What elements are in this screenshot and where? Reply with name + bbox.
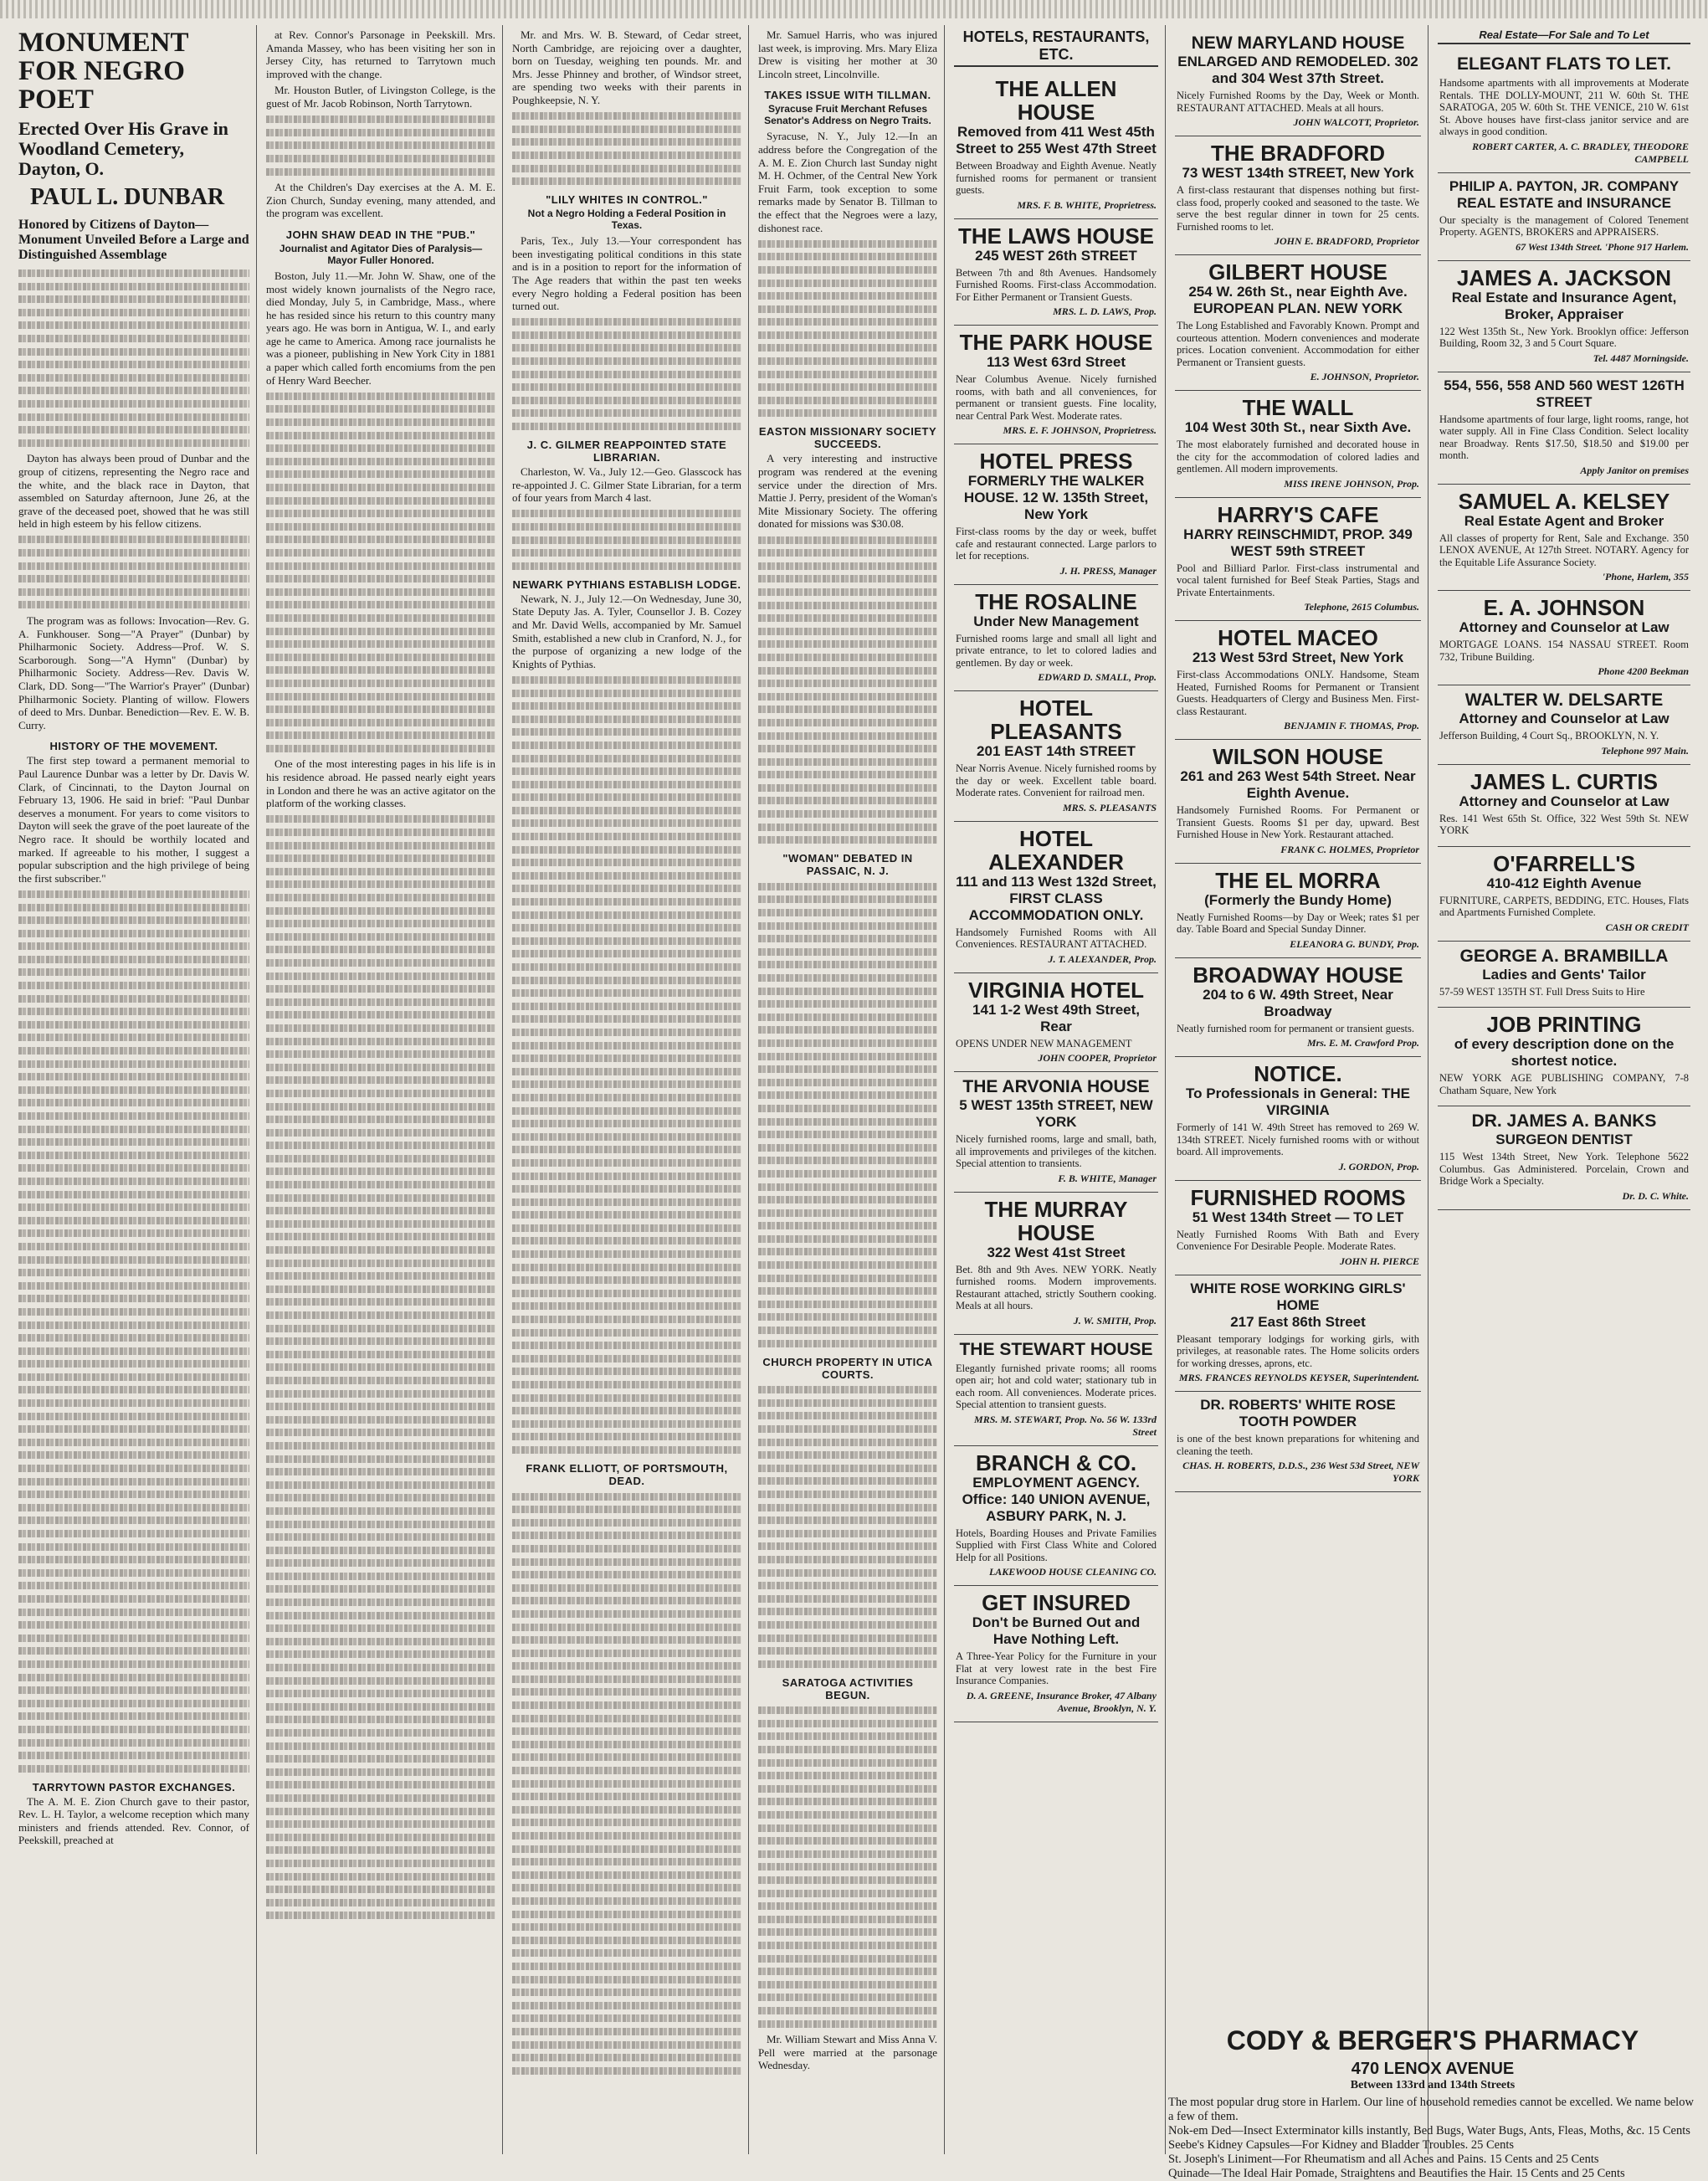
article-paragraph: Newark, N. J., July 12.—On Wednesday, June 30, State Deputy Jas. A. Tyler, Counsellor J. B. Cozey and Mr. David Wells, accompanied by Mr. Samuel Smith, established a new club in Cranford, N. J., for the purpose of organizing a new lodge of the Knights of Pythias. [512, 592, 741, 670]
ad-name: THE ARVONIA HOUSE [962, 1077, 1150, 1096]
ad-proprietor: Telephone, 2615 Columbus. [1304, 601, 1419, 613]
ad-address: 213 West 53rd Street, New York [1192, 649, 1404, 665]
ad-box [1175, 1275, 1421, 1393]
pharmacy-item: Seebe's Kidney Capsules—For Kidney and Bladder Troubles. 25 Cents [1168, 2138, 1515, 2152]
column-rule [256, 25, 257, 2154]
ad-text: OPENS UNDER NEW MANAGEMENT [956, 1037, 1132, 1049]
article-deck: Honored by Citizens of Dayton—Monument Unveiled Before a Large and Distinguished Assemblage [18, 218, 249, 262]
ad-name: GILBERT HOUSE [1208, 259, 1387, 285]
ad-address: of every description done on the shortest notice. [1454, 1036, 1675, 1069]
article-paragraph: Mr. Houston Butler, of Livingston College, is the guest of Mr. Jacob Robinson, North Tarrytown. [266, 84, 495, 110]
ad-text: Neatly furnished room for permanent or transient guests. [1177, 1022, 1414, 1034]
ad-proprietor: ROBERT CARTER, A. C. BRADLEY, THEODORE CAMPBELL [1472, 140, 1689, 165]
article-paragraph: Paris, Tex., July 13.—Your correspondent has been investigating political conditions in this state and is in a position to report for the information of The Age readers that within the past ten weeks every Negro holding a Federal position has been turned out. [512, 234, 741, 313]
ad-proprietor: CASH OR CREDIT [1605, 921, 1689, 933]
illegible-text [758, 240, 937, 418]
ad-proprietor: Telephone 997 Main. [1601, 744, 1689, 757]
ad-text: Jefferson Building, 4 Court Sq., BROOKLYN, N. Y. [1439, 730, 1659, 742]
article-headline: CHURCH PROPERTY IN UTICA COURTS. [762, 1355, 933, 1381]
ad-text: Handsomely Furnished Rooms with All Conveniences. RESTAURANT ATTACHED. [956, 926, 1157, 950]
ad-box [1175, 864, 1421, 958]
ad-box [1175, 1181, 1421, 1275]
ad-text: Furnished rooms large and small all light and private entrance, to let to colored ladies and gentlemen. By day or week. [956, 632, 1157, 669]
ad-address: 410-412 Eighth Avenue [1486, 875, 1642, 891]
ad-name: WHITE ROSE WORKING GIRLS' HOME [1190, 1280, 1406, 1313]
ad-text: Neatly Furnished Rooms—by Day or Week; rates $1 per day. Table Board and Special Sunday Dinner. [1177, 911, 1419, 935]
ad-proprietor: MRS. FRANCES REYNOLDS KEYSER, Superintendent. [1178, 1372, 1419, 1383]
ad-address: 201 EAST 14th STREET [977, 743, 1136, 759]
ad-proprietor: LAKEWOOD HOUSE CLEANING CO. [988, 1566, 1157, 1578]
ad-box [1175, 1057, 1421, 1181]
illegible-text [512, 1493, 741, 2075]
article-deck: Not a Negro Holding a Federal Position in Texas. [527, 208, 726, 232]
pharmacy-address: 470 LENOX AVENUE [1351, 2060, 1515, 2078]
ad-proprietor: J. H. PRESS, Manager [1059, 564, 1157, 577]
hotel-ads-list [1175, 28, 1421, 1492]
illegible-text [18, 269, 249, 447]
ad-box [1438, 685, 1690, 765]
ad-text: Near Columbus Avenue. Nicely furnished rooms, with bath and all conveniences, for permanent or transient guests. Fine locality, near Central Park West. Moderate rates. [956, 373, 1157, 422]
article-headline: FRANK ELLIOTT, OF PORTSMOUTH, DEAD. [526, 1461, 728, 1487]
ad-text: NEW YORK AGE PUBLISHING COMPANY, 7-8 Chatham Square, New York [1439, 1072, 1689, 1096]
ad-text: Handsome apartments of four large, light rooms, range, hot water supply. All in Fine Class Condition. Select locality near Broadway. Rents $17.50, $18.50 and $19.00 per month. [1439, 413, 1689, 461]
article-headline: SARATOGA ACTIVITIES BEGUN. [782, 1676, 914, 1701]
article-paragraph: Mr. William Stewart and Miss Anna V. Pell were married at the parsonage Wednesday. [758, 2033, 937, 2072]
ad-box [1175, 136, 1421, 255]
pharmacy-name: CODY & BERGER'S PHARMACY [1226, 2025, 1639, 2055]
ad-box [954, 822, 1158, 973]
column-rule [502, 25, 503, 2154]
pharmacy-item: Nok-em Ded—Insect Exterminator kills instantly, Bed Bugs, Water Bugs, Ants, Fleas, Moths, &c. 15 Cents [1168, 2124, 1690, 2137]
ad-box [1175, 498, 1421, 622]
ad-name: WILSON HOUSE [1213, 744, 1383, 769]
ad-name: PHILIP A. PAYTON, JR. COMPANY [1449, 177, 1680, 194]
ad-text: 57-59 WEST 135TH ST. Full Dress Suits to Hire [1439, 985, 1645, 998]
ad-text: FURNITURE, CARPETS, BEDDING, ETC. Houses, Flats and Apartments Furnished Complete. [1439, 894, 1689, 918]
column-6-ads [1168, 28, 1428, 2012]
pharmacy-item: Quinade—The Ideal Hair Pomade, Straightens and Beautifies the Hair. 15 Cents and 25 Cents [1168, 2167, 1625, 2180]
ad-proprietor: Phone 4200 Beekman [1598, 665, 1689, 677]
ad-address: Don't be Burned Out and Have Nothing Left. [972, 1614, 1141, 1647]
ad-name: HOTEL PLEASANTS [990, 695, 1122, 744]
article-headline: TARRYTOWN PASTOR EXCHANGES. [32, 1780, 236, 1794]
pharmacy-ad [1168, 2025, 1697, 2181]
ad-text: Nicely furnished rooms, large and small, bath, all improvements and privileges of the kitchen. Special attention to transients. [956, 1133, 1157, 1169]
article-paragraph: One of the most interesting pages in his life is in his residence abroad. He passed nearly eight years in London and there he was an active agitator on the platform of the working classes. [266, 757, 495, 810]
ad-name: HOTEL MACEO [1218, 625, 1378, 650]
ad-proprietor: E. JOHNSON, Proprietor. [1310, 371, 1419, 382]
ad-text: Nicely Furnished Rooms by the Day, Week or Month. RESTAURANT ATTACHED. Meals at all hours. [1177, 90, 1419, 114]
ad-box [954, 1193, 1158, 1335]
ad-name: DR. JAMES A. BANKS [1471, 1111, 1657, 1131]
article-headline: EASTON MISSIONARY SOCIETY SUCCEEDS. [758, 425, 937, 451]
ad-text: Handsomely Furnished Rooms. For Permanent or Transient Guests. Rooms $1 per day, upward. Best Furnished House in New York. Restaurant attached. [1177, 804, 1419, 840]
ad-name: FURNISHED ROOMS [1190, 1184, 1406, 1210]
ad-text: Near Norris Avenue. Nicely furnished rooms by the day or week. Excellent table board. Moderate rates. Convenient for railroad men. [956, 762, 1157, 798]
illegible-text [266, 393, 495, 752]
ad-box [1175, 621, 1421, 740]
ad-address: SURGEON DENTIST [1495, 1132, 1633, 1147]
ad-name: VIRGINIA HOTEL [968, 977, 1144, 1003]
ad-text: Hotels, Boarding Houses and Private Families Supplied with First Class White and Colored Help for all Positions. [956, 1527, 1157, 1563]
article-deck: Journalist and Agitator Dies of Paralysis—Mayor Fuller Honored. [279, 242, 483, 266]
ad-proprietor: J. GORDON, Prop. [1338, 1160, 1419, 1173]
column-5-hotels [947, 28, 1165, 2159]
hotel-ads-list [954, 72, 1158, 1722]
ad-proprietor: MISS IRENE JOHNSON, Prop. [1284, 477, 1419, 490]
article-paragraph: Dayton has always been proud of Dunbar and the group of citizens, representing the Negro race and the white, and the black race in Dayton, that assembled on Saturday afternoon, June 26, at the grave of the deceased poet, showed that he was still held in high esteem by his fellow citizens. [18, 452, 249, 531]
ad-proprietor: 67 West 134th Street. 'Phone 917 Harlem. [1516, 240, 1689, 253]
ad-name: GET INSURED [982, 1590, 1131, 1615]
article-headline: HISTORY OF THE MOVEMENT. [49, 740, 218, 753]
ad-proprietor: JOHN H. PIERCE [1339, 1255, 1419, 1267]
illegible-text [512, 112, 741, 185]
ad-text: MORTGAGE LOANS. 154 NASSAU STREET. Room 732, Tribune Building. [1439, 639, 1689, 663]
ad-box [1438, 49, 1690, 173]
ad-proprietor: J. T. ALEXANDER, Prop. [1048, 952, 1157, 965]
main-subhead: Erected Over His Grave in Woodland Cemetery, Dayton, O. [18, 118, 228, 179]
main-headline: MONUMENT FOR NEGRO POET [18, 28, 188, 115]
ad-text: A Three-Year Policy for the Furniture in your Flat at very lowest rate in the best Fire Insurance Companies. [956, 1650, 1157, 1686]
ad-proprietor: MRS. L. D. LAWS, Prop. [1053, 305, 1157, 317]
ad-box [1175, 958, 1421, 1058]
ad-address: 73 WEST 134th STREET, New York [1182, 165, 1414, 181]
ad-name: JAMES L. CURTIS [1470, 768, 1658, 794]
column-7-real-estate [1431, 28, 1697, 2012]
ad-address: Attorney and Counselor at Law [1459, 711, 1670, 726]
ad-address: Under New Management [973, 613, 1139, 629]
ad-text: First-class rooms by the day or week, buffet cafe and restaurant connected. Large parlors to let for receptions. [956, 526, 1157, 562]
poet-name: PAUL L. DUNBAR [30, 184, 225, 210]
ad-name: BROADWAY HOUSE [1193, 962, 1403, 988]
page-top-edge [0, 0, 1708, 18]
ad-text: Between 7th and 8th Avenues. Handsomely Furnished Rooms. First-class Accommodation. For Either Permanent or Transient Guests. [956, 266, 1157, 303]
column-rule [748, 25, 749, 2154]
illegible-text [758, 1706, 937, 2027]
column-2 [259, 28, 502, 2159]
ad-name: THE ROSALINE [975, 588, 1137, 614]
ad-proprietor: Mrs. E. M. Crawford Prop. [1306, 1037, 1419, 1049]
article-paragraph: The program was as follows: Invocation—Rev. G. A. Funkhouser. Song—"A Prayer" (Dunbar) by Philharmonic Society. Address—Prof. W. S. Scarborough. Song—"A Hymn" (Dunbar) by Philharmonic Society. Address—Rev. Davis W. Clark, DD. Song—"The Warrior's Prayer" (Dunbar) Philharmonic Society. Planting of willow. Flowers of deed to Mrs. Dunbar. Benediction—Rev. E. W. B. Curry. [18, 614, 249, 731]
illegible-text [266, 115, 495, 175]
ad-address: 204 to 6 W. 49th Street, Near Broadway [1203, 986, 1393, 1019]
ad-box [1175, 391, 1421, 498]
ad-name: O'FARRELL'S [1493, 850, 1635, 876]
ad-text: is one of the best known preparations for whitening and cleaning the teeth. [1177, 1433, 1419, 1457]
article-paragraph: At the Children's Day exercises at the A. M. E. Zion Church, Sunday evening, many attended, and the program was excellent. [266, 181, 495, 220]
ad-box [954, 691, 1158, 822]
ad-text: 122 West 135th St., New York. Brooklyn office: Jefferson Building, Room 32, 3 and 5 Court Square. [1439, 325, 1689, 349]
illegible-text [18, 890, 249, 1773]
illegible-text [18, 536, 249, 608]
ad-box [954, 1072, 1158, 1193]
ad-box [1438, 485, 1690, 592]
ad-name: THE PARK HOUSE [959, 330, 1153, 355]
ad-name: BRANCH & CO. [975, 1450, 1137, 1475]
ad-proprietor: BENJAMIN F. THOMAS, Prop. [1284, 720, 1419, 731]
ad-box [954, 1446, 1158, 1587]
ad-name: ELEGANT FLATS TO LET. [1457, 54, 1671, 74]
ad-name: THE STEWART HOUSE [959, 1339, 1153, 1359]
ad-address: HARRY REINSCHMIDT, PROP. 349 WEST 59th STREET [1183, 526, 1413, 559]
ad-text: Bet. 8th and 9th Aves. NEW YORK. Neatly furnished rooms. Modern improvements. Restaurant attached, strictly Southern cooking. Meals at all hours. [956, 1263, 1157, 1311]
ad-proprietor: FRANK C. HOLMES, Proprietor [1280, 843, 1419, 855]
ad-name: HOTEL PRESS [979, 449, 1133, 474]
ad-text: A first-class restaurant that dispenses nothing but first-class food, properly cooked and seasoned to the taste. We serve the best regular dinner in town for 25 cents. Furnished rooms to let. [1177, 184, 1419, 233]
ad-address: 5 WEST 135th STREET, NEW YORK [959, 1097, 1153, 1130]
ad-box [1175, 1392, 1421, 1492]
ad-proprietor: F. B. WHITE, Manager [1058, 1172, 1157, 1184]
ad-box [954, 326, 1158, 444]
ad-name: THE EL MORRA [1215, 867, 1381, 893]
illegible-text [266, 815, 495, 1919]
ad-box [1438, 942, 1690, 1008]
ad-address: To Professionals in General: THE VIRGINIA [1186, 1085, 1410, 1118]
ad-name: DR. ROBERTS' WHITE ROSE TOOTH POWDER [1200, 1397, 1396, 1429]
ad-box [1438, 261, 1690, 372]
ad-address: 113 West 63rd Street [987, 354, 1126, 370]
ad-text: Between Broadway and Eighth Avenue. Neatly furnished rooms for permanent or transient guests. [956, 160, 1157, 196]
ad-proprietor: JOHN E. BRADFORD, Proprietor [1274, 235, 1419, 247]
article-headline: J. C. GILMER REAPPOINTED STATE LIBRARIAN. [526, 439, 727, 464]
ad-text: The most elaborately furnished and decorated house in the city for the accommodation of colored ladies and gentlemen. All modern improvements. [1177, 439, 1419, 475]
ad-name: JAMES A. JACKSON [1456, 264, 1672, 290]
ad-name: WALTER W. DELSARTE [1464, 690, 1664, 710]
ad-box [1438, 173, 1690, 261]
ad-proprietor: J. W. SMITH, Prop. [1073, 1314, 1157, 1327]
ad-address: REAL ESTATE and INSURANCE [1457, 194, 1671, 211]
illegible-text [758, 1386, 937, 1667]
ad-box [954, 585, 1158, 692]
article-paragraph: Syracuse, N. Y., July 12.—In an address before the Congregation of the A. M. E. Zion Church last Sunday night M. H. Ochmer, of the Central New York Fruit Farm, took exception to some remarks made by Senator B. Tillman to the effect that the Negroes were a lazy, dishonest race. [758, 130, 937, 234]
ad-address: 51 West 134th Street — TO LET [1192, 1209, 1404, 1225]
ad-box [1438, 591, 1690, 685]
ad-text: Elegantly furnished private rooms; all rooms open air; hot and cold water; stationary tub in each room. All conveniences. Moderate prices. Special attention to transient guests. [956, 1362, 1157, 1410]
article-paragraph: Mr. and Mrs. W. B. Steward, of Cedar street, North Cambridge, are rejoicing over a daughter, born on Tuesday, weighing ten pounds. Mr. and Mrs. Jesse Phinney and brother, of Windsor street, are spending two weeks with their parents in Poughkeepsie, N. Y. [512, 28, 741, 106]
ad-box [954, 444, 1158, 585]
ad-proprietor: D. A. GREENE, Insurance Broker, 47 Albany Avenue, Brooklyn, N. Y. [966, 1689, 1157, 1714]
column-rule [944, 25, 945, 2154]
ad-address: 322 West 41st Street [987, 1244, 1126, 1260]
ad-address: ENLARGED AND REMODELED. 302 and 304 West 37th Street. [1177, 54, 1418, 86]
ad-address: 217 East 86th Street [1230, 1313, 1366, 1330]
ad-name: HARRY'S CAFE [1217, 501, 1379, 527]
ad-proprietor: MRS. S. PLEASANTS [1062, 801, 1157, 813]
ad-address: (Formerly the Bundy Home) [1204, 891, 1392, 908]
ad-text: Our specialty is the management of Colored Tenement Property. AGENTS, BROKERS and APPRAISERS. [1439, 213, 1689, 238]
ad-text: Formerly of 141 W. 49th Street has removed to 269 W. 134th STREET. Nicely furnished rooms with or without board. All improvements. [1177, 1121, 1419, 1157]
pharmacy-intro: The most popular drug store in Harlem. Our line of household remedies cannot be excelled. We name below a few of them. [1168, 2096, 1694, 2123]
ad-text: All classes of property for Rent, Sale and Exchange. 350 LENOX AVENUE, At 127th Street. NOTARY. Agency for the Equitable Life Assurance Society. [1439, 531, 1689, 568]
real-estate-section-title: Real Estate—For Sale and To Let [1438, 28, 1690, 44]
ad-proprietor: MRS. F. B. WHITE, Proprietress. [1017, 198, 1157, 211]
ad-box [1438, 765, 1690, 847]
ad-address: Ladies and Gents' Tailor [1482, 966, 1646, 983]
article-headline: "LILY WHITES IN CONTROL." [546, 193, 708, 207]
ad-address: 141 1-2 West 49th Street, Rear [972, 1001, 1140, 1034]
ad-box [1438, 1106, 1690, 1210]
ad-box [954, 219, 1158, 326]
ad-name: NOTICE. [1254, 1061, 1342, 1086]
ad-text: Pleasant temporary lodgings for working girls, with privileges, at reasonable rates. The Home solicits orders for working dresses, aprons, etc. [1177, 1332, 1419, 1369]
ad-box [1438, 1008, 1690, 1106]
ad-box [1438, 372, 1690, 485]
illegible-text [758, 883, 937, 1347]
ad-box [1438, 847, 1690, 942]
ad-name: THE LAWS HOUSE [957, 223, 1154, 249]
ad-name: E. A. JOHNSON [1483, 595, 1645, 620]
article-paragraph: The first step toward a permanent memorial to Paul Laurence Dunbar was a letter by Dr. Davis W. Clark, of Cincinnati, to the Dayton Journal on February 13, 1906. He said in brief: "Paul Dunbar deserves a monument. For years to come visitors to Dayton will seek the grave of the poet laureate of the Negro race. It should be worthily located and marked. If agreeable to his mother, I suggest a popular subscription and the high privilege of being the first subscriber." [18, 754, 249, 885]
ad-box [1175, 740, 1421, 864]
ad-text: The Long Established and Favorably Known. Prompt and courteous attention. Modern conveniences and moderate prices. Location convenient. Accommodation for either Permanent or Transient guests. [1177, 320, 1419, 368]
ad-text: Handsome apartments with all improvements at Moderate Rentals. THE DOLLY-MOUNT, 211 W. 60th St. THE SARATOGA, 205 W. 60th St. THE VENICE, 210 W. 61st St. Above houses have first-class janitor service and are always in good condition. [1439, 77, 1689, 137]
column-3 [505, 28, 748, 2159]
ad-proprietor: Tel. 4487 Morningside. [1593, 352, 1689, 364]
illegible-text [512, 676, 741, 1454]
ad-name: THE WALL [1242, 395, 1354, 420]
ad-text: Res. 141 West 65th St. Office, 322 West 59th St. NEW YORK [1439, 812, 1689, 836]
ad-name: GEORGE A. BRAMBILLA [1459, 946, 1669, 966]
ad-address: 245 WEST 26th STREET [975, 247, 1137, 264]
ad-name: THE ALLEN HOUSE [995, 76, 1117, 125]
article-headline: NEWARK PYTHIANS ESTABLISH LODGE. [512, 577, 741, 591]
ad-proprietor: MRS. M. STEWART, Prop. No. 56 W. 133rd Street [974, 1413, 1157, 1438]
article-paragraph: Mr. Samuel Harris, who was injured last week, is improving. Mrs. Mary Eliza Drew is visiting her mother at 30 Lincoln street, Lincolnville. [758, 28, 937, 80]
ad-proprietor: JOHN COOPER, Proprietor [1038, 1052, 1157, 1064]
illegible-text [512, 510, 741, 569]
article-deck: Syracuse Fruit Merchant Refuses Senator's Address on Negro Traits. [764, 103, 931, 127]
ad-name: HOTEL ALEXANDER [988, 825, 1124, 875]
ad-name: SAMUEL A. KELSEY [1458, 488, 1670, 514]
ad-proprietor: MRS. E. F. JOHNSON, Proprietress. [1003, 424, 1157, 436]
ad-address: 254 W. 26th St., near Eighth Ave. EUROPEAN PLAN. NEW YORK [1188, 284, 1408, 316]
ad-text: Pool and Billiard Parlor. First-class instrumental and vocal talent furnished for Beef Steak Parties, Stags and Private Entertainments. [1177, 562, 1419, 598]
pharmacy-cross-streets: Between 133rd and 134th Streets [1350, 2079, 1516, 2091]
ad-proprietor: Dr. D. C. White. [1622, 1189, 1689, 1202]
ad-address: Removed from 411 West 45th Street to 255 West 47th Street [956, 124, 1157, 157]
ad-address: Real Estate Agent and Broker [1464, 512, 1664, 529]
hotels-section-title: HOTELS, RESTAURANTS, ETC. [954, 28, 1158, 67]
real-estate-ads-list [1438, 49, 1690, 1210]
ad-address: 111 and 113 West 132d Street, FIRST CLASS ACCOMMODATION ONLY. [956, 873, 1157, 923]
column-4 [751, 28, 944, 2159]
ad-box [954, 973, 1158, 1073]
ad-box [1175, 255, 1421, 391]
ad-name: THE MURRAY HOUSE [984, 1196, 1128, 1245]
ad-address: Real Estate and Insurance Agent, Broker, Appraiser [1451, 289, 1677, 322]
ad-box [954, 1586, 1158, 1722]
ad-address: Attorney and Counselor at Law [1459, 793, 1670, 809]
article-headline: TAKES ISSUE WITH TILLMAN. [764, 89, 931, 102]
article-headline: "WOMAN" DEBATED IN PASSAIC, N. J. [782, 852, 913, 878]
article-paragraph: at Rev. Connor's Parsonage in Peekskill. Mrs. Amanda Massey, who has been visiting her son in Jersey City, has returned to Tarrytown much improved with the change. [266, 28, 495, 80]
ad-text: First-class Accommodations ONLY. Handsome, Steam Heated, Furnished Rooms for Permanent or Transient Guests. Headquarters of Clergy and Business Men. First-class Restaurant. [1177, 669, 1419, 717]
article-headline: JOHN SHAW DEAD IN THE "PUB." [285, 228, 476, 241]
ad-name: 554, 556, 558 AND 560 WEST 126TH STREET [1444, 377, 1685, 410]
ad-proprietor: EDWARD D. SMALL, Prop. [1038, 671, 1157, 683]
article-paragraph: Boston, July 11.—Mr. John W. Shaw, one of the most widely known journalists of the Negro race, died Monday, July 5, in Cambridge, Mass., where he has resided since his return to this country many years ago. He was born in Antigua, W. I., and early age he came to America. Among race journalists he was a pioneer, publishing in New York City in 1881 a paper which called forth encomiums from the pen of Henry Ward Beecher. [266, 269, 495, 387]
ad-text: 115 West 134th Street, New York. Telephone 5622 Columbus. Gas Administered. Porcelain, Crown and Bridge Work a Specialty. [1439, 1151, 1689, 1187]
ad-address: Attorney and Counselor at Law [1459, 619, 1670, 635]
ad-address: EMPLOYMENT AGENCY. Office: 140 UNION AVENUE, ASBURY PARK, N. J. [962, 1474, 1151, 1524]
ad-name: THE BRADFORD [1211, 141, 1385, 166]
article-paragraph: The A. M. E. Zion Church gave to their pastor, Rev. L. H. Taylor, a welcome reception which many ministers and friends attended. Rev. Connor, of Peekskill, preached at [18, 1794, 249, 1847]
illegible-text [512, 318, 741, 430]
ad-proprietor: ELEANORA G. BUNDY, Prop. [1290, 937, 1419, 950]
illegible-text [758, 536, 937, 844]
column-rule [1165, 25, 1166, 2154]
ad-name: NEW MARYLAND HOUSE [1191, 33, 1405, 53]
column-1 [12, 28, 256, 2159]
pharmacy-item: St. Joseph's Liniment—For Rheumatism and all Aches and Pains. 15 Cents and 25 Cents [1168, 2153, 1599, 2166]
ad-box [954, 1335, 1158, 1446]
ad-proprietor: Apply Janitor on premises [1580, 464, 1689, 476]
ad-address: 104 West 30th St., near Sixth Ave. [1184, 419, 1412, 435]
ad-proprietor: JOHN WALCOTT, Proprietor. [1293, 116, 1419, 128]
ad-proprietor: CHAS. H. ROBERTS, D.D.S., 236 West 53d Street, NEW YORK [1182, 1460, 1419, 1484]
ad-box [1175, 28, 1421, 136]
article-paragraph: Charleston, W. Va., July 12.—Geo. Glasscock has re-appointed J. C. Gilmer State Librarian, for a term of four years from March 4 last. [512, 465, 741, 505]
ad-address: FORMERLY THE WALKER HOUSE. 12 W. 135th Street, New York [963, 473, 1149, 522]
ad-name: JOB PRINTING [1486, 1012, 1642, 1037]
ad-address: 261 and 263 West 54th Street. Near Eighth Avenue. [1180, 768, 1416, 801]
article-paragraph: A very interesting and instructive program was rendered at the evening service under the direction of Mrs. Mattie J. Perry, president of the Woman's Mite Missionary Society. The offering donated for missions was $30.08. [758, 452, 937, 531]
ad-text: Neatly Furnished Rooms With Bath and Every Convenience For Desirable People. Moderate Rates. [1177, 1228, 1419, 1252]
ad-proprietor: 'Phone, Harlem, 355 [1602, 571, 1689, 582]
ad-box [954, 72, 1158, 219]
